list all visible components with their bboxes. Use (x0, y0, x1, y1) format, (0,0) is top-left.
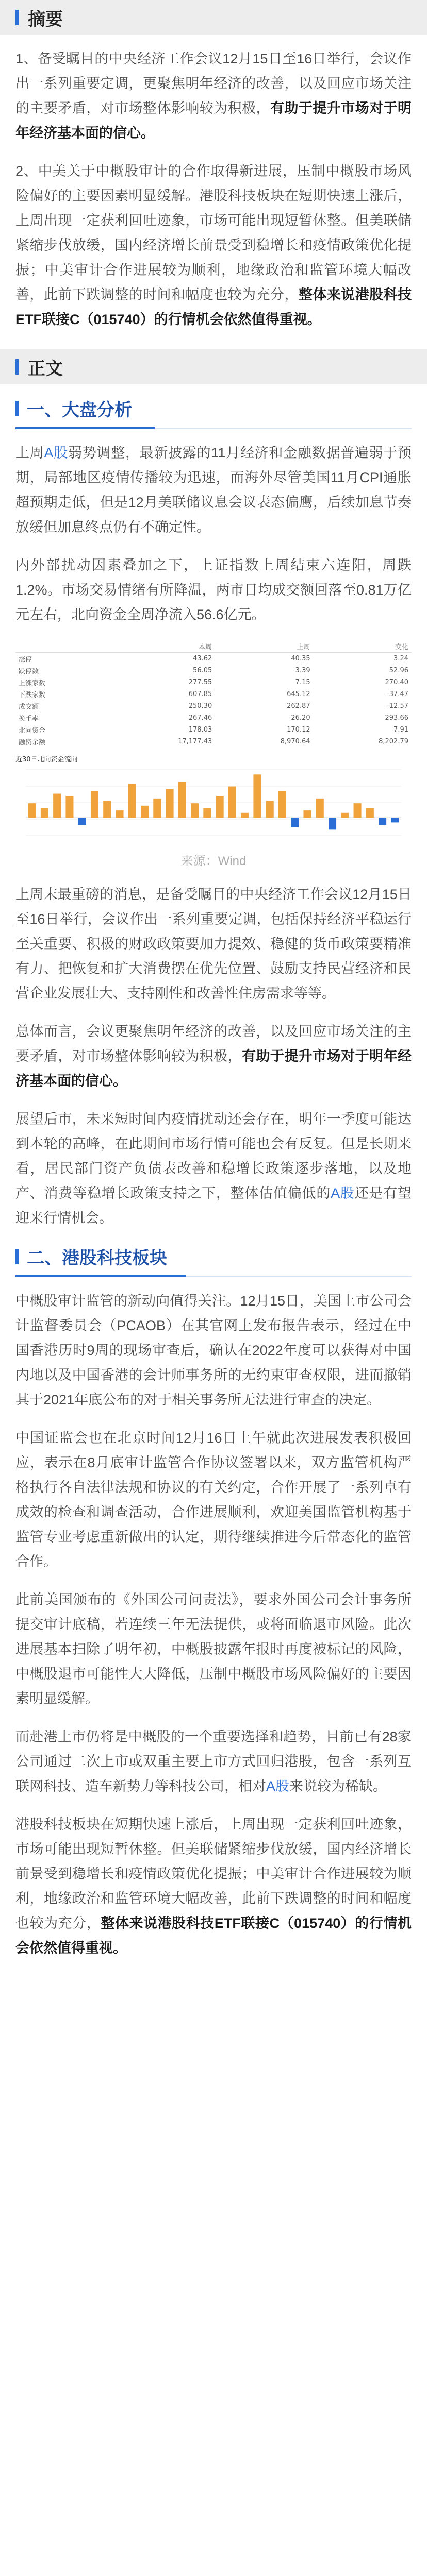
chart-bar (53, 794, 61, 818)
section-marker (15, 359, 19, 375)
summary-highlight-2: 整体来说港股科技ETF联接C（015740）的行情机会依然值得重视。 (15, 287, 412, 327)
stats-cell: 7.15 (295, 679, 310, 686)
stats-cell: 下跌家数 (19, 691, 46, 699)
stats-cell: 170.12 (287, 726, 310, 734)
stats-cell: 北向资金 (19, 727, 46, 735)
stats-cell: 52.96 (389, 667, 408, 674)
chart-bar (116, 810, 123, 818)
market-stats-table (15, 640, 412, 748)
chart-bar (103, 801, 111, 818)
stats-cell: 270.40 (385, 679, 408, 686)
chart-bar (341, 813, 349, 818)
title-underline (15, 1275, 186, 1277)
sec1-paragraph-2: 内外部扰动因素叠加之下，上证指数上周结束六连阳，周跌1.2%。市场交易情绪有所降温，两市日均成交额回落至0.81万亿元左右，北向资金全周净流入56.6亿元。 (15, 557, 412, 622)
stats-cell: 267.46 (188, 714, 212, 722)
sec1-paragraph-5: 展望后市，未来短时间内疫情扰动还会存在，明年一季度可能达到本轮的高峰，在此期间市场行情可能也会有反复。但是长期来看，居民部门资产负债表改善和稳增长政策逐步落地，以及地产、消费等稳增长政策支持之下，整体估值偏低的A股还是有望迎来行情机会。 (15, 1111, 412, 1226)
section-1-header (15, 396, 412, 429)
chart-bar (65, 796, 73, 818)
table-row (15, 700, 412, 712)
summary-paragraph-1: 1、备受瞩目的中央经济工作会议12月15日至16日举行，会议作出一系列重要定调，更聚焦明年经济的改善，以及回应市场关注的主要矛盾，对市场整体影响较为积极，有助于提升市场对于明年经济基本面的信心。 (15, 51, 412, 141)
chart-bar (291, 818, 299, 827)
summary-paragraph-2: 2、中美关于中概股审计的合作取得新进展，压制中概股市场风险偏好的主要因素明显缓解。港股科技板块在短期快速上涨后，上周出现一定获利回吐迹象，市场可能出现短暂休整。但美联储紧缩步伐放缓，国内经济增长前景受到稳增长和疫情政策优化提振；中美审计合作进展较为顺利，地缘政治和监管环境大幅改善，此前下跌调整的时间和幅度也较为充分，整体来说港股科技ETF联接C（015740）的行情机会依然值得重视。 (15, 163, 412, 327)
table-row (15, 688, 412, 700)
stats-cell: 跌停数 (19, 668, 39, 675)
chart-bar (303, 810, 311, 818)
body-title: 正文 (28, 359, 63, 379)
chart-bar (253, 774, 261, 818)
stats-cell: 645.12 (287, 690, 310, 698)
section-2-title: 二、港股科技板块 (27, 1248, 167, 1268)
table-row (15, 665, 412, 676)
table-row (15, 736, 412, 748)
chart-bar (216, 796, 224, 818)
chart-bar (153, 799, 161, 818)
stats-cell: 17,177.43 (178, 738, 212, 745)
title-underline (15, 427, 155, 429)
chart-bar (28, 803, 36, 818)
chart-source: 来源：Wind (180, 854, 247, 868)
stats-cell: 3.39 (295, 667, 310, 674)
table-row (15, 724, 412, 736)
stats-cell: 277.55 (188, 679, 212, 686)
stats-cell: 262.87 (287, 702, 310, 710)
bar-chart (15, 766, 412, 843)
chart-title: 近30日北向资金流向 (15, 756, 78, 764)
summary-highlight-1: 有助于提升市场对于明年经济基本面的信心。 (15, 100, 412, 141)
stats-cell: 8,970.64 (280, 738, 310, 745)
chart-bar (178, 782, 186, 818)
stats-cell: 7.91 (393, 726, 408, 734)
stats-cell: -12.57 (387, 702, 408, 710)
sec2-highlight: 整体来说港股科技ETF联接C（015740）的行情机会依然值得重视。 (15, 1916, 412, 1956)
chart-bar (354, 803, 362, 818)
stats-cell: -37.47 (387, 690, 408, 698)
table-row (15, 653, 412, 665)
stats-header-cell: 本周 (105, 640, 215, 653)
chart-bar (329, 818, 336, 829)
section-2-header (15, 1244, 412, 1277)
chart-bar (266, 801, 274, 818)
a-share-link[interactable]: A股 (44, 445, 68, 461)
chart-bar (141, 806, 149, 818)
sec2-paragraph-2: 中国证监会也在北京时间12月16日上午就此次进展发表积极回应，表示在8月底审计监管合作协议签署以来，双方监管机构严格执行各自法律法规和协议的有关约定，合作开展了一系列卓有成效的检查和调查活动，合作进展顺利，欢迎美国监管机构基于监管专业考虑重新做出的认定，期待继续推进今后常态化的监管合作。 (15, 1430, 412, 1569)
stats-cell: 换手率 (19, 715, 39, 723)
chart-bar (166, 789, 174, 818)
sec1-paragraph-4: 总体而言，会议更聚焦明年经济的改善，以及回应市场关注的主要矛盾，对市场整体影响较为积极，有助于提升市场对于明年经济基本面的信心。 (15, 1024, 412, 1089)
sec2-paragraph-4: 而赴港上市仍将是中概股的一个重要选择和趋势，目前已有28家公司通过二次上市或双重主要上市方式回归港股，包含一系列互联网科技、造车新势力等科技公司，相对A股来说较为稀缺。 (15, 1729, 412, 1794)
body-header (0, 349, 427, 384)
stats-cell: 293.66 (385, 714, 408, 722)
stats-cell: 40.35 (291, 655, 310, 663)
chart-bar (78, 818, 86, 825)
chart-bar (391, 818, 399, 822)
sec2-paragraph-3: 此前美国颁布的《外国公司问责法》，要求外国公司会计事务所提交审计底稿，若连续三年无法提供，或将面临退市风险。此次进展基本扫除了明年初，中概股披露年报时再度被标记的风险，中概股退市可能性大大降低，压制中概股市场风险偏好的主要因素明显缓解。 (15, 1592, 412, 1706)
sec1-highlight: 有助于提升市场对于明年经济基本面的信心。 (15, 1048, 412, 1089)
chart-bar (203, 808, 211, 818)
table-row (15, 712, 412, 724)
chart-bar (366, 808, 374, 818)
stats-cell: 56.05 (193, 667, 212, 674)
chart-bar (128, 784, 136, 818)
stats-cell: 3.24 (393, 655, 408, 663)
stats-cell: 涨停 (19, 656, 32, 664)
chart-bar (228, 787, 236, 818)
a-share-link[interactable]: A股 (331, 1185, 355, 1201)
section-marker (15, 10, 19, 25)
section-marker (15, 401, 19, 416)
stats-cell: 178.03 (188, 726, 212, 734)
chart-bar (91, 791, 98, 818)
stats-header-cell (15, 640, 105, 653)
summary-title: 摘要 (28, 9, 63, 29)
chart-bar (41, 808, 48, 818)
northbound-chart (15, 754, 412, 845)
sec2-paragraph-5: 港股科技板块在短期快速上涨后，上周出现一定获利回吐迹象，市场可能出现短暂休整。但美联储紧缩步伐放缓，国内经济增长前景受到稳增长和疫情政策优化提振；中美审计合作进展较为顺利，地缘政治和监管环境大幅改善，此前下跌调整的时间和幅度也较为充分，整体来说港股科技ETF联接C（015740）的行情机会依然值得重视。 (15, 1817, 412, 1956)
summary-header (0, 0, 427, 35)
section-1-title: 一、大盘分析 (27, 400, 132, 420)
stats-cell: 43.62 (193, 655, 212, 663)
chart-bar (278, 791, 286, 818)
stats-cell: 250.30 (188, 702, 212, 710)
stats-header-cell: 上周 (215, 640, 313, 653)
chart-bar (316, 799, 324, 818)
stats-cell: 8,202.79 (379, 738, 408, 745)
stats-cell: 607.85 (188, 690, 212, 698)
table-row (15, 676, 412, 688)
stats-cell: 融资余额 (19, 739, 46, 747)
sec1-paragraph-1: 上周A股弱势调整，最新披露的11月经济和金融数据普遍弱于预期，局部地区疫情传播较为迅速，而海外尽管美国11月CPI通胀超预期走低，但是12月美联储议息会议表态偏鹰，后续加息节奏放缓但加息终点仍有不确定性。 (15, 445, 412, 535)
chart-bar (241, 813, 249, 818)
a-share-link[interactable]: A股 (266, 1778, 290, 1794)
chart-bar (191, 803, 199, 818)
stats-cell: 成交额 (19, 703, 39, 711)
sec1-paragraph-3: 上周末最重磅的消息，是备受瞩目的中央经济工作会议12月15日至16日举行，会议作出一系列重要定调，包括保持经济平稳运行至关重要、积极的财政政策要加力提效、稳健的货币政策要精准有力、把恢复和扩大消费摆在优先位置、鼓励支持民营经济和民营企业发展壮大、支持刚性和改善性住房需求等等。 (15, 887, 412, 1001)
section-marker (15, 1249, 19, 1264)
stats-cell: 上涨家数 (19, 680, 46, 687)
chart-bar (379, 818, 386, 825)
stats-cell: -26.20 (288, 714, 310, 722)
sec2-paragraph-1: 中概股审计监管的新动向值得关注。12月15日，美国上市公司会计监督委员会（PCAOB）在其官网上发布报告表示，经过在中国香港历时9周的现场审查后，确认在2022年度可以获得对中国内地以及中国香港的会计师事务所的无约束审查权限，进而撤销其于2021年底公布的对于相关事务所无法进行审查的决定。 (15, 1293, 412, 1408)
stats-header-cell: 变化 (314, 640, 412, 653)
